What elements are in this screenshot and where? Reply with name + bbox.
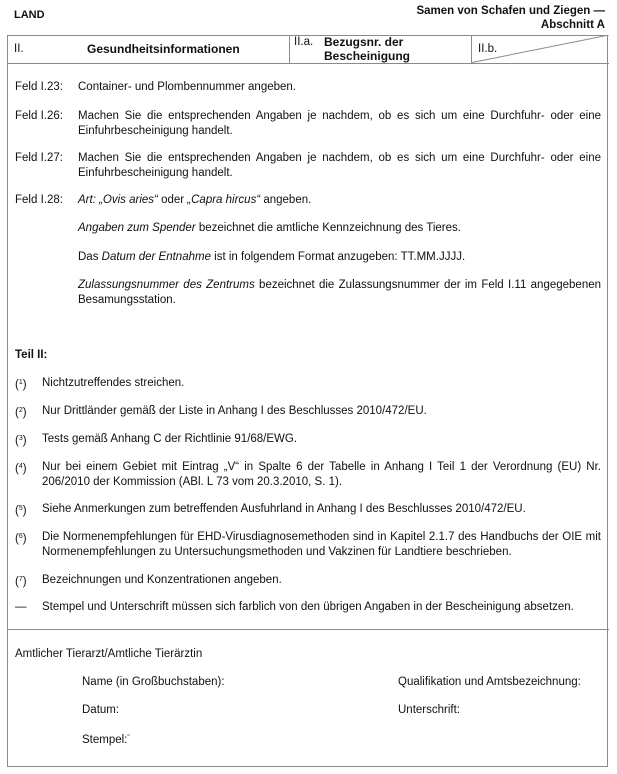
field-text: Machen Sie die entsprechenden Angaben je nachdem, ob es sich um eine Durchfuhr- oder eine Einfuhrbescheinigung handelt. <box>78 152 601 179</box>
footnote-marker: ($^4$) <box>15 463 27 475</box>
footnote-number: 7 <box>18 576 23 583</box>
field-text <box>78 278 601 307</box>
footnote-text: Stempel und Unterschrift müssen sich farblich von den übrigen Angaben in der Bescheinigung absetzen. <box>42 601 574 613</box>
footnote-text: Bezeichnungen und Konzentrationen angeben. <box>42 574 282 586</box>
reference-number: II.a. <box>294 36 314 48</box>
species-1: Art: „Ovis aries“ <box>78 194 158 206</box>
text-rest: bezeichnet die Zulassungsnummer der im Feld I.11 angegebenen Besamungsstation. <box>78 279 602 306</box>
title-line-1: Samen von Schafen und Ziegen — <box>416 5 605 17</box>
field-text: Container- und Plombennummer angeben. <box>78 81 296 93</box>
qualification-field-label[interactable]: Qualifikation und Amtsbezeichnung: <box>398 676 581 688</box>
field-label: Feld I.27: <box>15 152 63 164</box>
footnote-text: Siehe Anmerkungen zum betreffenden Ausfuhrland in Anhang I des Beschlusses 2010/472/EU. <box>42 503 526 515</box>
species-2: „Capra hircus“ <box>187 194 261 206</box>
country-label: LAND <box>14 9 45 21</box>
field-text <box>78 221 601 236</box>
reference-title-line-1: Bezugsnr. der <box>324 35 404 49</box>
field-label: Feld I.26: <box>15 110 63 122</box>
section-cell <box>7 35 290 63</box>
title-line-2: Abschnitt A <box>540 19 605 31</box>
footnote-number: 5 <box>18 505 23 512</box>
name-field-label[interactable]: Name (in Großbuchstaben): <box>82 676 225 688</box>
italic-term: Angaben zum Spender <box>78 222 196 234</box>
italic-term: Zulassungsnummer des Zentrums <box>78 279 255 291</box>
reference-cell <box>290 35 472 63</box>
field-text: Machen Sie die entsprechenden Angaben je nachdem, ob es sich um eine Durchfuhr- oder eine Einfuhrbescheinigung handelt. <box>78 110 601 137</box>
section-divider <box>7 629 609 630</box>
part-2-heading: Teil II: <box>15 349 48 361</box>
text-pre: Das <box>78 251 102 263</box>
field-label: Feld I.28: <box>15 194 63 206</box>
footnote-marker: ($^6$) <box>15 533 27 545</box>
italic-term: Datum der Entnahme <box>101 251 211 263</box>
footnote-text: Die Normenempfehlungen für EHD-Virusdiagnosemethoden sind in Kapitel 2.1.7 des Handbuchs der OIE mit Normenempfehlungen zu Untersuchungsmethoden und Vakzinen für Landtiere beschrieben. <box>42 531 601 558</box>
section-header-table <box>7 35 609 64</box>
field-text-end: angeben. <box>260 194 312 206</box>
footnote-text: Tests gemäß Anhang C der Richtlinie 91/68/EWG. <box>42 433 298 445</box>
footnote-marker: ($^5$) <box>15 505 27 517</box>
document-title <box>416 4 605 32</box>
stamp-field[interactable] <box>82 731 130 747</box>
footnote-marker: ($^2$) <box>15 407 27 419</box>
signature-heading: Amtlicher Tierarzt/Amtliche Tierärztin <box>15 648 203 660</box>
reference-title <box>324 36 410 63</box>
reference-title-line-2: Bescheinigung <box>324 48 411 63</box>
iib-cell[interactable] <box>472 35 609 63</box>
footnote-marker: ($^1$) <box>15 379 27 391</box>
field-label: Feld I.23: <box>15 81 63 93</box>
footnote-text: Nichtzutreffendes streichen. <box>42 377 185 389</box>
footnote-number: 3 <box>18 435 23 442</box>
iib-number: II.b. <box>478 43 498 55</box>
field-text <box>78 250 601 265</box>
connector-text: oder <box>157 194 188 206</box>
text-rest: bezeichnet die amtliche Kennzeichnung des Tieres. <box>195 222 461 234</box>
footnote-marker: ($^3$) <box>15 435 27 447</box>
footnote-text: Nur Drittländer gemäß der Liste in Anhang I des Beschlusses 2010/472/EU. <box>42 405 427 417</box>
footnote-text: Nur bei einem Gebiet mit Eintrag „V“ in Spalte 6 der Tabelle in Anhang I Teil 1 der Verordnung (EU) Nr. 206/2010 der Kommission (ABl. L 73 vom 20.3.2010, S. 1). <box>42 461 601 488</box>
stamp-label: Stempel: <box>82 734 128 746</box>
footnote-number: 1 <box>18 379 23 386</box>
text-rest: ist in folgendem Format anzugeben: TT.MM.JJJJ. <box>210 251 466 263</box>
stamp-mark: “ <box>127 734 130 741</box>
section-title: Gesundheitsinformationen <box>87 42 240 56</box>
footnote-number: 4 <box>18 463 23 470</box>
signature-field-label[interactable]: Unterschrift: <box>398 704 460 716</box>
field-text <box>78 193 601 208</box>
footnote-number: 6 <box>18 533 23 540</box>
footnote-marker: ($^7$) <box>15 576 27 588</box>
dash-marker: — <box>15 601 27 613</box>
footnote-number: 2 <box>18 407 23 414</box>
section-number: II. <box>14 43 24 55</box>
date-field-label[interactable]: Datum: <box>82 704 120 716</box>
